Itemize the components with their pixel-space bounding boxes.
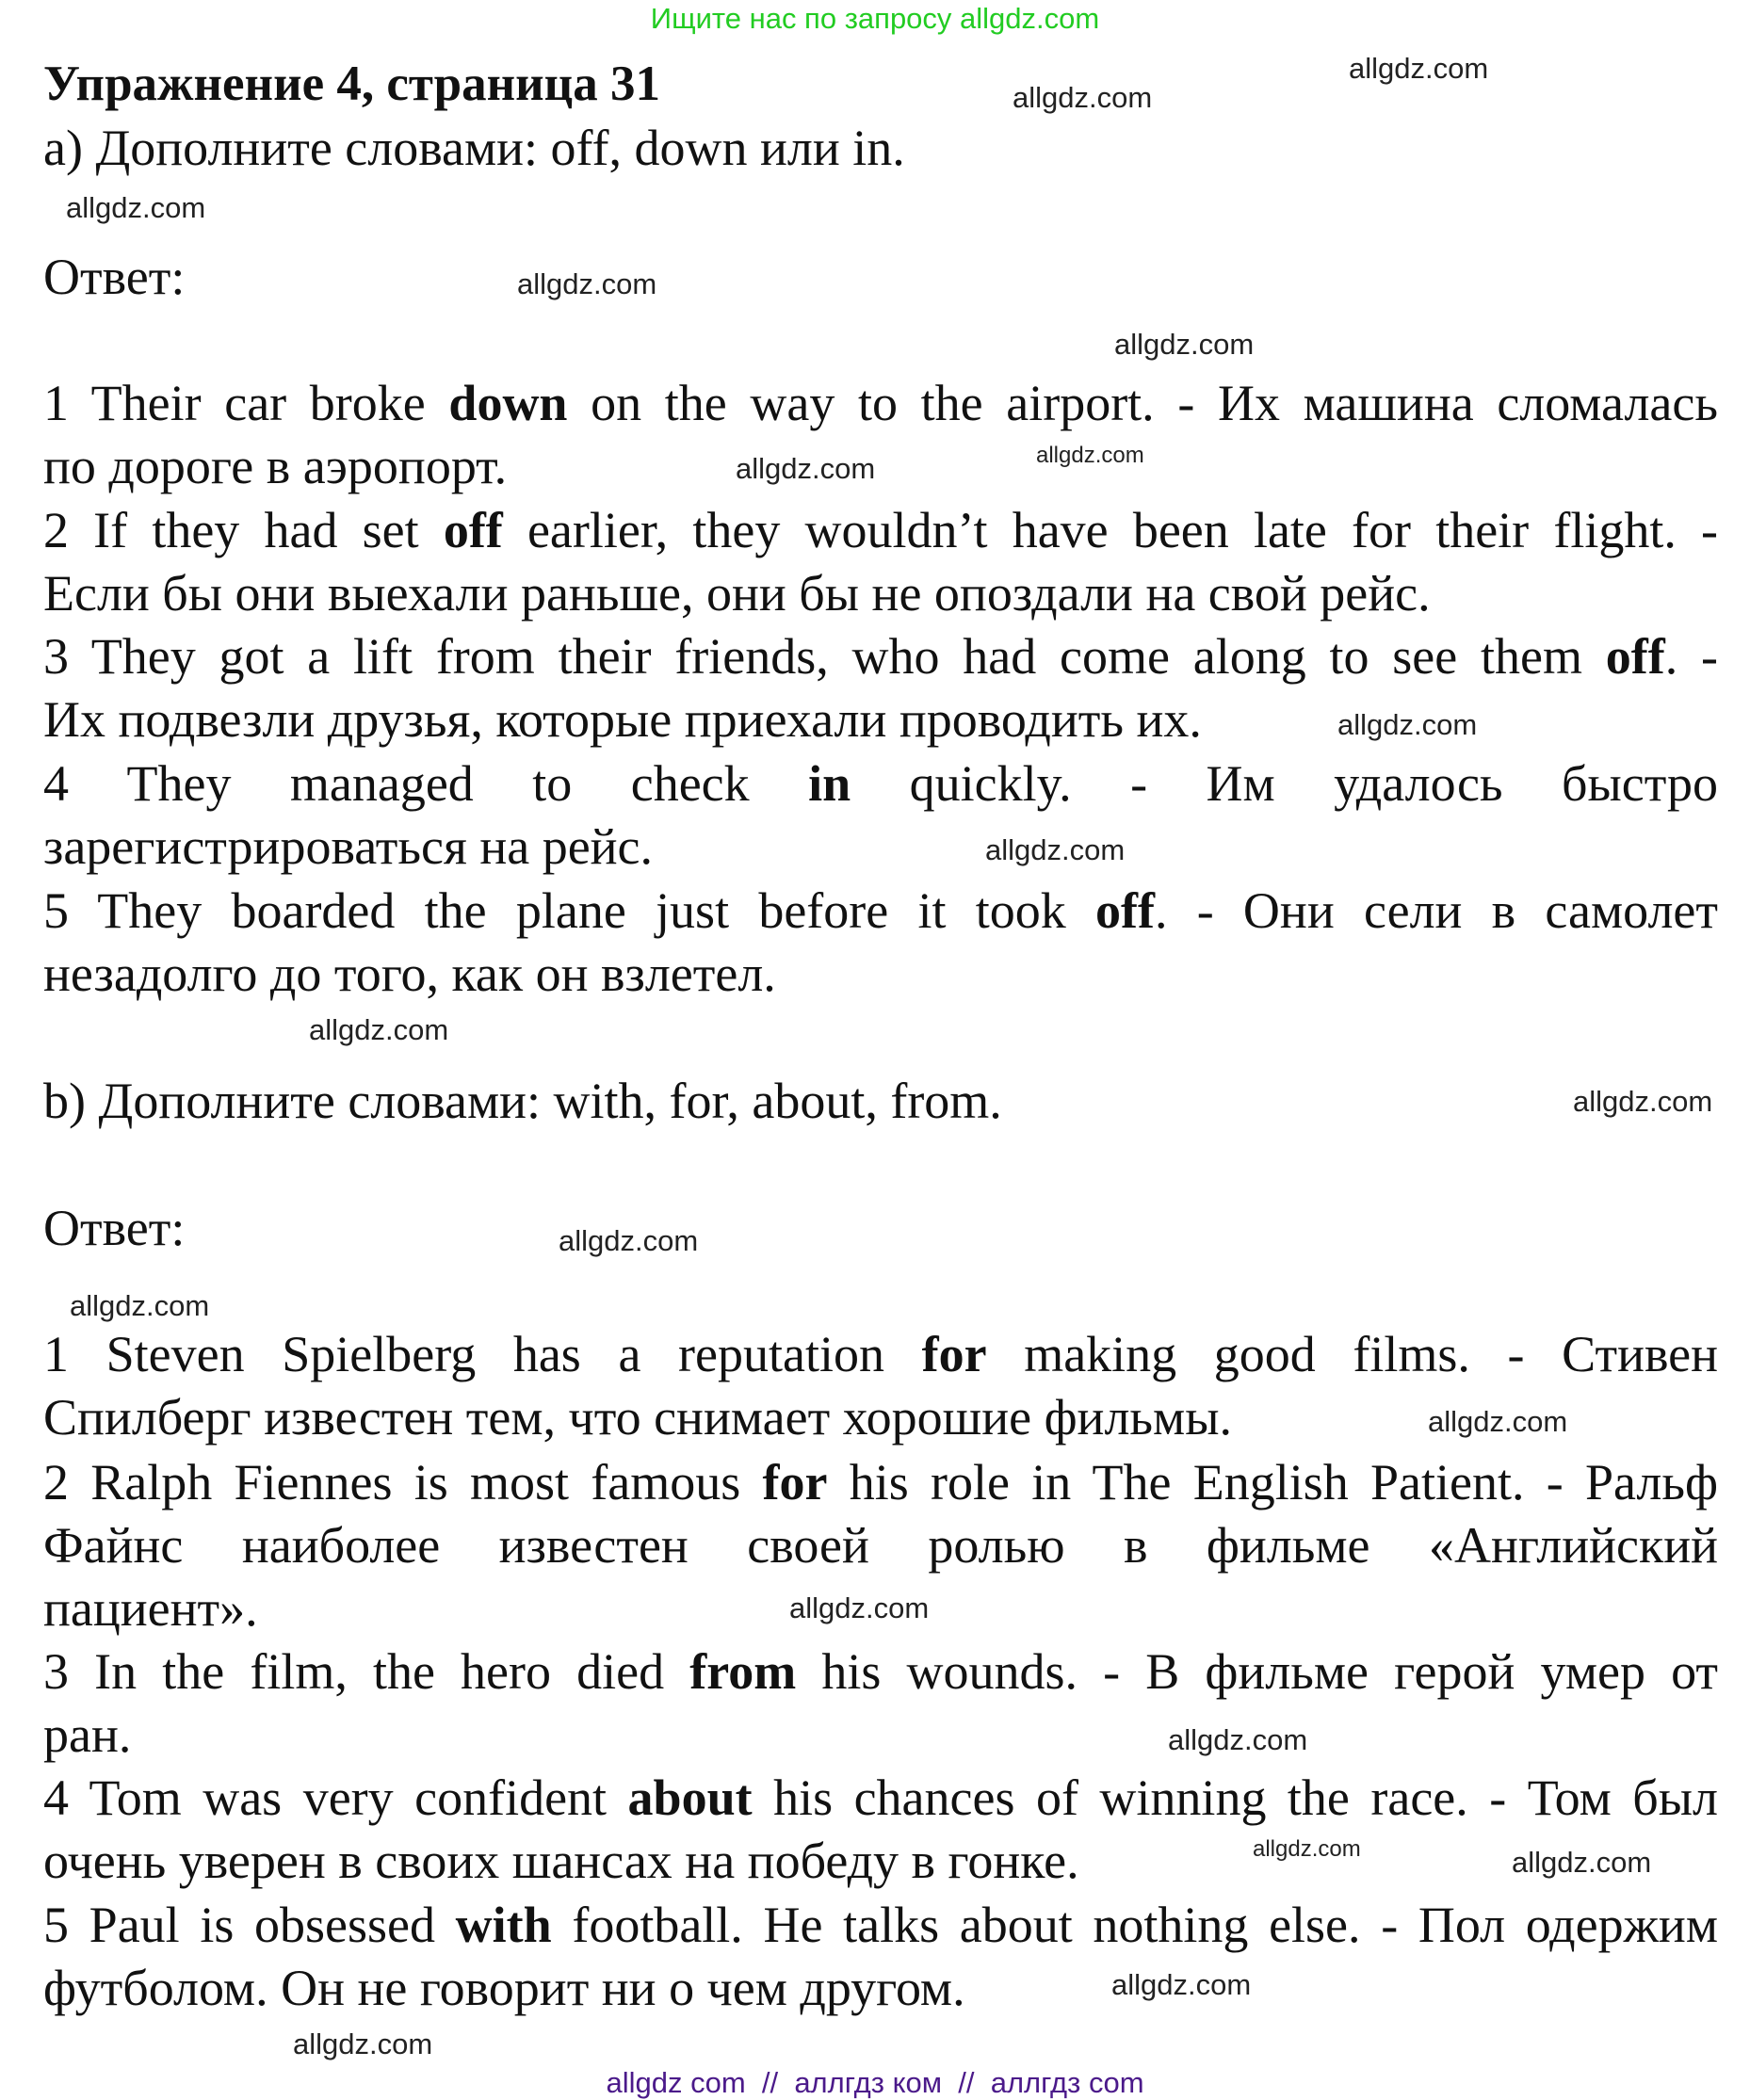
answer-text: Спилберг известен тем, что снимает хорошие фильмы. bbox=[43, 1389, 1232, 1446]
answer-b-label: Ответ: bbox=[43, 1200, 186, 1256]
answer-line bbox=[43, 1577, 258, 1640]
answer-text: football. He talks about nothing else. - Пол одержим bbox=[551, 1897, 1719, 1953]
answer-line bbox=[43, 1767, 1718, 1830]
answer-line bbox=[43, 1514, 1718, 1577]
watermark-text: allgdz.com bbox=[1573, 1085, 1713, 1118]
watermark-text: allgdz.com bbox=[1253, 1836, 1361, 1862]
answer-line bbox=[43, 1640, 1718, 1704]
answer-text: ран. bbox=[43, 1706, 132, 1763]
watermark-text: allgdz.com bbox=[293, 2027, 433, 2060]
answer-line bbox=[43, 816, 653, 879]
watermark-text: allgdz.com bbox=[789, 1591, 930, 1624]
watermark-text: allgdz.com bbox=[70, 1289, 210, 1322]
watermark-text: allgdz.com bbox=[1512, 1846, 1652, 1879]
answer-line bbox=[43, 943, 776, 1006]
answer-word: off bbox=[1094, 882, 1155, 939]
answer-line bbox=[43, 688, 1202, 751]
answer-text: 2 Ralph Fiennes is most famous bbox=[43, 1454, 763, 1510]
answer-line bbox=[43, 435, 507, 498]
answer-text: . - bbox=[1664, 628, 1718, 685]
answer-line bbox=[43, 1894, 1718, 1957]
answer-text: 4 They managed to check bbox=[43, 755, 809, 812]
answer-line bbox=[43, 880, 1718, 943]
watermark-text: allgdz.com bbox=[1036, 443, 1144, 468]
answer-text: making good films. - Стивен bbox=[986, 1326, 1719, 1382]
watermark-text: allgdz.com bbox=[1349, 52, 1489, 85]
watermark-text: allgdz.com bbox=[1428, 1405, 1568, 1438]
answer-word: in bbox=[808, 755, 851, 812]
answer-a-label: Ответ: bbox=[43, 249, 186, 305]
watermark-text: allgdz.com bbox=[517, 267, 657, 300]
watermark-text: allgdz.com bbox=[1111, 1968, 1252, 2001]
answer-text: зарегистрироваться на рейс. bbox=[43, 818, 654, 875]
answer-word: with bbox=[455, 1897, 552, 1953]
answer-text: his chances of winning the race. - Том был bbox=[752, 1769, 1718, 1826]
answer-text: 2 If they had set bbox=[43, 502, 444, 558]
answer-text: 1 Their car broke bbox=[43, 375, 449, 431]
answer-text: quickly. - Им удалось быстро bbox=[851, 755, 1718, 812]
watermark-text: allgdz.com bbox=[1337, 708, 1478, 741]
answer-word: for bbox=[762, 1454, 828, 1510]
answer-word: from bbox=[689, 1643, 797, 1700]
answer-text: очень уверен в своих шансах на победу в гонке. bbox=[43, 1833, 1079, 1889]
answer-line bbox=[43, 1957, 965, 2020]
answer-text: пациент». bbox=[43, 1580, 258, 1637]
answer-word: down bbox=[448, 375, 568, 431]
answer-line bbox=[43, 499, 1718, 562]
answer-text: футболом. Он не говорит ни о чем другом. bbox=[43, 1960, 965, 2016]
answer-word: for bbox=[921, 1326, 987, 1382]
task-a-heading: a) Дополните словами: off, down или in. bbox=[43, 120, 905, 176]
answer-text: 5 Paul is obsessed bbox=[43, 1897, 456, 1953]
answer-text: Файнс наиболее известен своей ролью в фильме «Английский bbox=[43, 1517, 1718, 1574]
answer-text: 3 They got a lift from their friends, who had come along to see them bbox=[43, 628, 1606, 685]
answer-text: 1 Steven Spielberg has a reputation bbox=[43, 1326, 922, 1382]
answer-line bbox=[43, 1386, 1232, 1449]
answer-text: on the way to the airport. - Их машина сломалась bbox=[567, 375, 1718, 431]
watermark-text: allgdz.com bbox=[1013, 81, 1153, 114]
answer-text: незадолго до того, как он взлетел. bbox=[43, 945, 776, 1002]
answer-text: 5 They boarded the plane just before it took bbox=[43, 882, 1095, 939]
answer-line bbox=[43, 1323, 1718, 1386]
answer-line bbox=[43, 625, 1718, 688]
answer-line bbox=[43, 1704, 131, 1767]
answer-text: 4 Tom was very confident bbox=[43, 1769, 628, 1826]
watermark-text: allgdz.com bbox=[66, 191, 206, 224]
answer-text: 3 In the film, the hero died bbox=[43, 1643, 690, 1700]
watermark-text: allgdz.com bbox=[1114, 328, 1255, 361]
answer-line bbox=[43, 1830, 1079, 1893]
answer-text: Если бы они выехали раньше, они бы не опоздали на свой рейс. bbox=[43, 565, 1431, 622]
answer-text: his role in The English Patient. - Ральф bbox=[827, 1454, 1718, 1510]
task-b-heading: b) Дополните словами: with, for, about, from. bbox=[43, 1073, 1002, 1129]
watermark-text: allgdz.com bbox=[1168, 1723, 1308, 1756]
answer-text: earlier, they wouldn’t have been late for their flight. - bbox=[502, 502, 1719, 558]
answer-text: . - Они сели в самолет bbox=[1154, 882, 1718, 939]
answer-line bbox=[43, 372, 1718, 435]
page-title: Упражнение 4, страница 31 bbox=[43, 57, 660, 111]
answer-line bbox=[43, 1451, 1718, 1514]
answer-word: about bbox=[627, 1769, 753, 1826]
answer-line bbox=[43, 562, 1431, 625]
answer-text: по дороге в аэропорт. bbox=[43, 438, 508, 494]
answer-word: off bbox=[443, 502, 503, 558]
watermark-text: allgdz.com bbox=[736, 452, 876, 485]
answer-text: Их подвезли друзья, которые приехали проводить их. bbox=[43, 691, 1202, 748]
answer-line bbox=[43, 752, 1718, 816]
answer-text: his wounds. - В фильме герой умер от bbox=[796, 1643, 1719, 1700]
watermark-text: allgdz.com bbox=[309, 1013, 449, 1046]
answer-word: off bbox=[1605, 628, 1665, 685]
search-banner: Ищите нас по запросу allgdz.com bbox=[650, 2, 1100, 35]
footer-links: allgdz com // аллгдз ком // аллгдз com bbox=[606, 2066, 1144, 2099]
watermark-text: allgdz.com bbox=[559, 1224, 699, 1257]
watermark-text: allgdz.com bbox=[985, 833, 1126, 866]
